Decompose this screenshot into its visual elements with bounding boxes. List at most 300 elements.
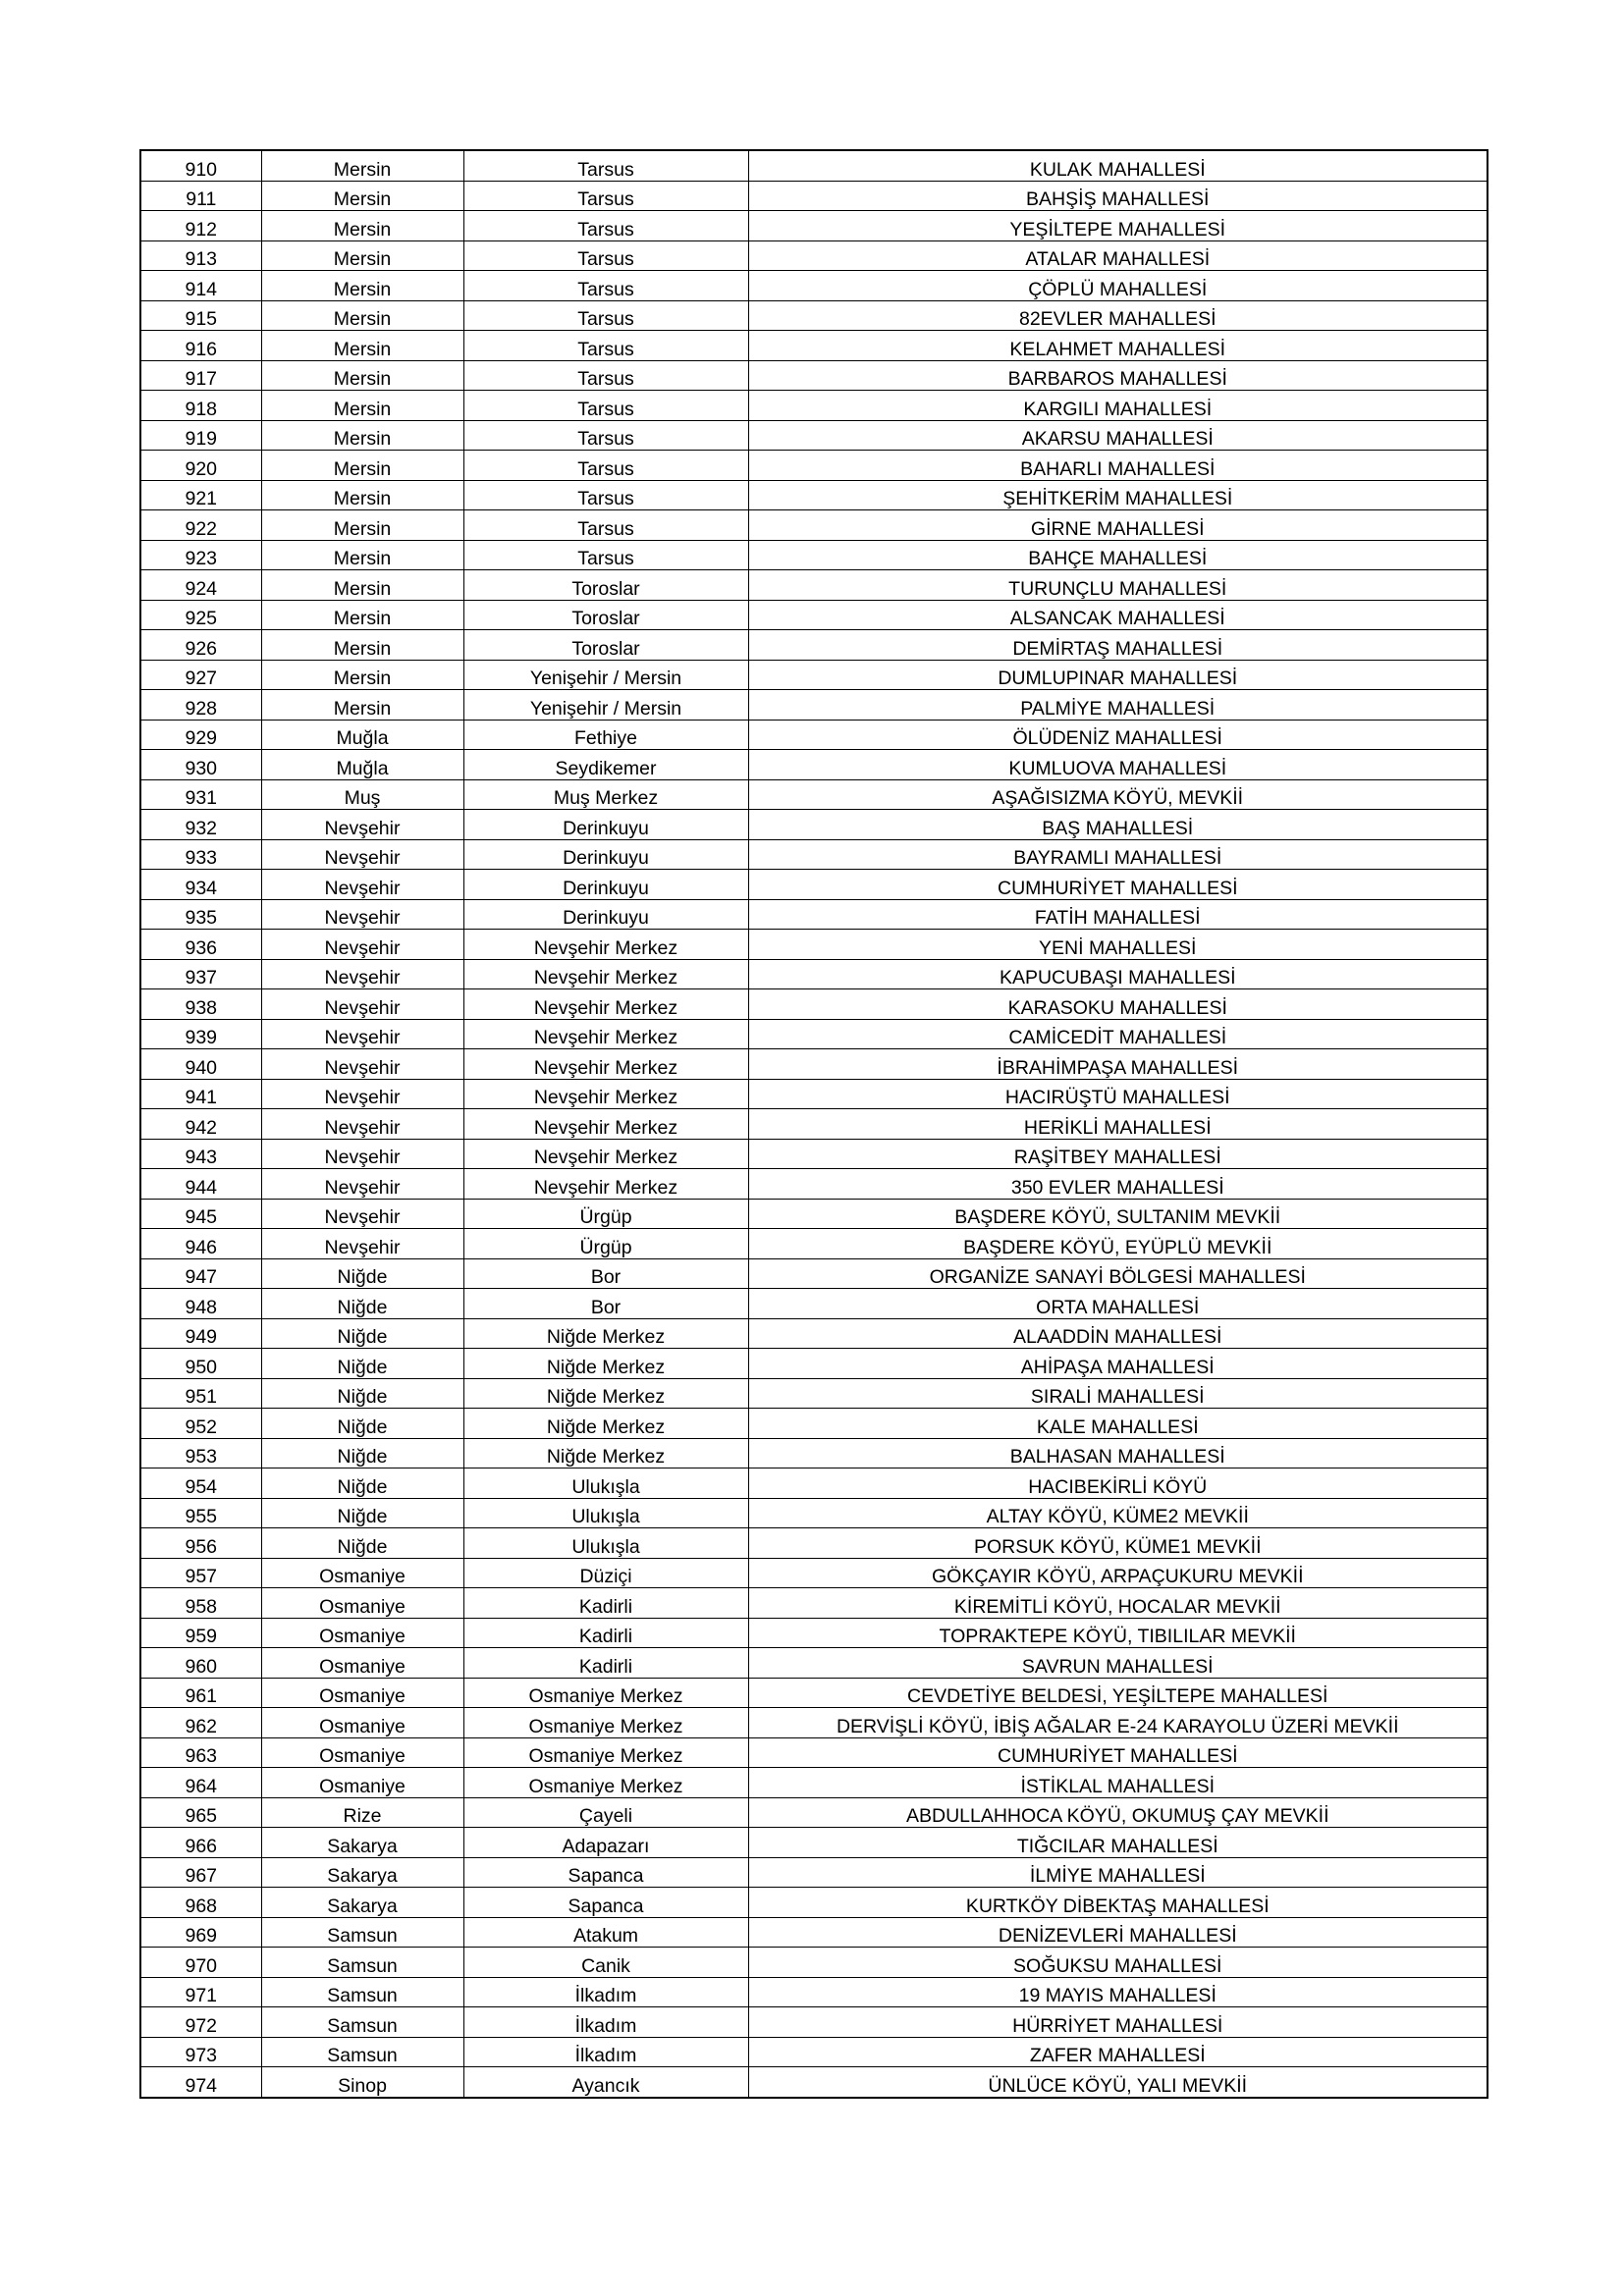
province-cell: Nevşehir [261,1229,463,1259]
location-cell: BALHASAN MAHALLESİ [748,1438,1488,1468]
row-number: 960 [140,1648,261,1679]
row-number: 926 [140,630,261,661]
table-row [140,510,1488,541]
row-number: 972 [140,2007,261,2038]
location-cell: TOPRAKTEPE KÖYÜ, TIBILILAR MEVKİİ [748,1618,1488,1648]
district-cell: Niğde Merkez [463,1349,748,1379]
location-cell: CUMHURİYET MAHALLESİ [748,1737,1488,1768]
district-cell: Düziçi [463,1558,748,1588]
row-number: 932 [140,810,261,840]
province-cell: Sinop [261,2067,463,2098]
table-row [140,2037,1488,2067]
province-cell: Niğde [261,1318,463,1349]
location-cell: GÖKÇAYIR KÖYÜ, ARPAÇUKURU MEVKİİ [748,1558,1488,1588]
province-cell: Nevşehir [261,1079,463,1109]
row-number: 948 [140,1289,261,1319]
location-cell: KALE MAHALLESİ [748,1409,1488,1439]
location-cell: ORTA MAHALLESİ [748,1289,1488,1319]
district-cell: Tarsus [463,451,748,481]
location-cell: TURUNÇLU MAHALLESİ [748,570,1488,601]
district-cell: Nevşehir Merkez [463,1139,748,1169]
table-row [140,750,1488,780]
district-cell: Nevşehir Merkez [463,1019,748,1049]
row-number: 940 [140,1049,261,1080]
table-row [140,1468,1488,1499]
location-cell: ATALAR MAHALLESİ [748,240,1488,271]
district-cell: Tarsus [463,420,748,451]
district-cell: Ulukışla [463,1498,748,1528]
province-cell: Rize [261,1797,463,1828]
table-row [140,899,1488,930]
table-row [140,1169,1488,1200]
district-cell: İlkadım [463,1977,748,2007]
table-row [140,360,1488,391]
table-row [140,1109,1488,1140]
location-cell: PORSUK KÖYÜ, KÜME1 MEVKİİ [748,1528,1488,1559]
table-row [140,720,1488,750]
location-cell: KARGILI MAHALLESİ [748,391,1488,421]
district-cell: Derinkuyu [463,870,748,900]
district-cell: Tarsus [463,480,748,510]
province-cell: Niğde [261,1349,463,1379]
province-cell: Mersin [261,510,463,541]
province-cell: Nevşehir [261,1019,463,1049]
province-cell: Niğde [261,1378,463,1409]
row-number: 919 [140,420,261,451]
row-number: 959 [140,1618,261,1648]
table-row [140,211,1488,241]
province-cell: Muğla [261,720,463,750]
province-cell: Sakarya [261,1857,463,1888]
district-cell: Atakum [463,1917,748,1948]
district-cell: Ürgüp [463,1199,748,1229]
location-cell: PALMİYE MAHALLESİ [748,690,1488,721]
table-row [140,2007,1488,2038]
province-cell: Sakarya [261,1828,463,1858]
district-cell: Ürgüp [463,1229,748,1259]
location-cell: 19 MAYIS MAHALLESİ [748,1977,1488,2007]
row-number: 964 [140,1768,261,1798]
table-row [140,1828,1488,1858]
location-cell: GİRNE MAHALLESİ [748,510,1488,541]
table-row [140,1888,1488,1918]
location-cell: HÜRRİYET MAHALLESİ [748,2007,1488,2038]
province-cell: Mersin [261,570,463,601]
row-number: 947 [140,1258,261,1289]
location-cell: FATİH MAHALLESİ [748,899,1488,930]
province-cell: Mersin [261,451,463,481]
table-row [140,1768,1488,1798]
province-cell: Nevşehir [261,810,463,840]
district-cell: İlkadım [463,2007,748,2038]
row-number: 955 [140,1498,261,1528]
province-cell: Sakarya [261,1888,463,1918]
row-number: 967 [140,1857,261,1888]
province-cell: Mersin [261,300,463,331]
table-row [140,660,1488,690]
location-cell: ALTAY KÖYÜ, KÜME2 MEVKİİ [748,1498,1488,1528]
district-cell: Nevşehir Merkez [463,959,748,989]
province-cell: Niğde [261,1258,463,1289]
row-number: 921 [140,480,261,510]
table-row [140,1378,1488,1409]
table-row [140,1139,1488,1169]
location-cell: ORGANİZE SANAYİ BÖLGESİ MAHALLESİ [748,1258,1488,1289]
district-cell: Kadirli [463,1618,748,1648]
district-cell: Nevşehir Merkez [463,1169,748,1200]
row-number: 924 [140,570,261,601]
province-cell: Muş [261,779,463,810]
location-cell: TIĞCILAR MAHALLESİ [748,1828,1488,1858]
row-number: 969 [140,1917,261,1948]
province-cell: Osmaniye [261,1618,463,1648]
province-cell: Nevşehir [261,1199,463,1229]
location-cell: AKARSU MAHALLESİ [748,420,1488,451]
district-cell: Fethiye [463,720,748,750]
district-cell: Niğde Merkez [463,1378,748,1409]
district-cell: Seydikemer [463,750,748,780]
table-row [140,959,1488,989]
province-cell: Niğde [261,1468,463,1499]
district-cell: Adapazarı [463,1828,748,1858]
district-cell: Derinkuyu [463,810,748,840]
row-number: 970 [140,1948,261,1978]
district-cell: Tarsus [463,211,748,241]
district-cell: Derinkuyu [463,899,748,930]
table-row [140,1917,1488,1948]
province-cell: Mersin [261,181,463,211]
table-row [140,240,1488,271]
district-cell: Tarsus [463,360,748,391]
province-cell: Nevşehir [261,930,463,960]
district-cell: Muş Merkez [463,779,748,810]
row-number: 922 [140,510,261,541]
district-cell: Bor [463,1289,748,1319]
table-row [140,1318,1488,1349]
district-cell: Kadirli [463,1648,748,1679]
table-row [140,1289,1488,1319]
district-cell: Tarsus [463,540,748,570]
row-number: 974 [140,2067,261,2098]
table-row [140,1049,1488,1080]
province-cell: Nevşehir [261,1169,463,1200]
location-cell: DUMLUPINAR MAHALLESİ [748,660,1488,690]
table-row [140,1648,1488,1679]
row-number: 951 [140,1378,261,1409]
table-row [140,1948,1488,1978]
row-number: 930 [140,750,261,780]
district-cell: Tarsus [463,150,748,181]
location-cell: KAPUCUBAŞI MAHALLESİ [748,959,1488,989]
table-row [140,391,1488,421]
row-number: 918 [140,391,261,421]
row-number: 949 [140,1318,261,1349]
location-cell: BAHŞİŞ MAHALLESİ [748,181,1488,211]
location-cell: SOĞUKSU MAHALLESİ [748,1948,1488,1978]
province-cell: Nevşehir [261,959,463,989]
province-cell: Mersin [261,600,463,630]
table-row [140,930,1488,960]
district-cell: Toroslar [463,630,748,661]
province-cell: Mersin [261,331,463,361]
table-row [140,1618,1488,1648]
district-cell: Kadirli [463,1588,748,1619]
row-number: 913 [140,240,261,271]
table-row [140,1528,1488,1559]
table-body [140,150,1488,2098]
row-number: 917 [140,360,261,391]
location-cell: AHİPAŞA MAHALLESİ [748,1349,1488,1379]
location-cell: KARASOKU MAHALLESİ [748,989,1488,1020]
row-number: 961 [140,1678,261,1708]
row-number: 915 [140,300,261,331]
province-cell: Niğde [261,1438,463,1468]
location-cell: BAŞDERE KÖYÜ, SULTANIM MEVKİİ [748,1199,1488,1229]
location-cell: BAŞ MAHALLESİ [748,810,1488,840]
table-row [140,1678,1488,1708]
location-cell: ŞEHİTKERİM MAHALLESİ [748,480,1488,510]
table-row [140,1498,1488,1528]
district-cell: Tarsus [463,240,748,271]
table-row [140,779,1488,810]
district-cell: Nevşehir Merkez [463,1049,748,1080]
table-row [140,1258,1488,1289]
district-cell: Nevşehir Merkez [463,1109,748,1140]
row-number: 914 [140,271,261,301]
province-cell: Mersin [261,211,463,241]
location-cell: KULAK MAHALLESİ [748,150,1488,181]
location-cell: İLMİYE MAHALLESİ [748,1857,1488,1888]
table-row [140,1977,1488,2007]
row-number: 966 [140,1828,261,1858]
province-cell: Osmaniye [261,1678,463,1708]
province-cell: Niğde [261,1498,463,1528]
district-cell: Yenişehir / Mersin [463,660,748,690]
table-row [140,1588,1488,1619]
province-cell: Samsun [261,2007,463,2038]
province-cell: Osmaniye [261,1588,463,1619]
district-cell: Osmaniye Merkez [463,1708,748,1738]
location-cell: ÜNLÜCE KÖYÜ, YALI MEVKİİ [748,2067,1488,2098]
province-cell: Nevşehir [261,839,463,870]
row-number: 962 [140,1708,261,1738]
row-number: 910 [140,150,261,181]
district-cell: Toroslar [463,570,748,601]
row-number: 957 [140,1558,261,1588]
location-cell: ALSANCAK MAHALLESİ [748,600,1488,630]
table-row [140,181,1488,211]
location-cell: 82EVLER MAHALLESİ [748,300,1488,331]
province-cell: Nevşehir [261,899,463,930]
province-cell: Mersin [261,480,463,510]
district-cell: Bor [463,1258,748,1289]
district-cell: Tarsus [463,271,748,301]
row-number: 936 [140,930,261,960]
province-cell: Osmaniye [261,1558,463,1588]
district-cell: Osmaniye Merkez [463,1678,748,1708]
table-row [140,1349,1488,1379]
province-cell: Mersin [261,540,463,570]
district-cell: Tarsus [463,181,748,211]
province-cell: Mersin [261,271,463,301]
province-cell: Nevşehir [261,1139,463,1169]
location-cell: KURTKÖY DİBEKTAŞ MAHALLESİ [748,1888,1488,1918]
district-cell: Ulukışla [463,1468,748,1499]
district-cell: Osmaniye Merkez [463,1737,748,1768]
table-row [140,690,1488,721]
location-cell: KİREMİTLİ KÖYÜ, HOCALAR MEVKİİ [748,1588,1488,1619]
district-cell: Niğde Merkez [463,1409,748,1439]
table-row [140,810,1488,840]
location-cell: DERVİŞLİ KÖYÜ, İBİŞ AĞALAR E-24 KARAYOLU ÜZERİ MEVKİİ [748,1708,1488,1738]
district-cell: Derinkuyu [463,839,748,870]
province-cell: Mersin [261,660,463,690]
province-cell: Samsun [261,1917,463,1948]
province-cell: Mersin [261,360,463,391]
location-cell: SAVRUN MAHALLESİ [748,1648,1488,1679]
province-cell: Osmaniye [261,1708,463,1738]
table-row [140,1857,1488,1888]
row-number: 928 [140,690,261,721]
location-cell: BAŞDERE KÖYÜ, EYÜPLÜ MEVKİİ [748,1229,1488,1259]
row-number: 953 [140,1438,261,1468]
district-cell: Tarsus [463,510,748,541]
table-row [140,271,1488,301]
district-cell: Niğde Merkez [463,1438,748,1468]
location-cell: DENİZEVLERİ MAHALLESİ [748,1917,1488,1948]
district-cell: Sapanca [463,1857,748,1888]
location-cell: HACIBEKİRLİ KÖYÜ [748,1468,1488,1499]
table-row [140,630,1488,661]
table-row [140,1797,1488,1828]
province-cell: Niğde [261,1289,463,1319]
row-number: 958 [140,1588,261,1619]
district-cell: Toroslar [463,600,748,630]
row-number: 911 [140,181,261,211]
row-number: 929 [140,720,261,750]
province-cell: Muğla [261,750,463,780]
location-cell: BAHÇE MAHALLESİ [748,540,1488,570]
table-row [140,570,1488,601]
location-cell: CEVDETİYE BELDESİ, YEŞİLTEPE MAHALLESİ [748,1678,1488,1708]
row-number: 942 [140,1109,261,1140]
location-cell: ABDULLAHHOCA KÖYÜ, OKUMUŞ ÇAY MEVKİİ [748,1797,1488,1828]
table-row [140,1558,1488,1588]
location-cell: ÇÖPLÜ MAHALLESİ [748,271,1488,301]
district-cell: Tarsus [463,391,748,421]
row-number: 927 [140,660,261,690]
row-number: 912 [140,211,261,241]
row-number: 968 [140,1888,261,1918]
province-cell: Niğde [261,1409,463,1439]
table-row [140,451,1488,481]
location-cell: CUMHURİYET MAHALLESİ [748,870,1488,900]
province-cell: Mersin [261,690,463,721]
district-cell: Osmaniye Merkez [463,1768,748,1798]
row-number: 941 [140,1079,261,1109]
row-number: 954 [140,1468,261,1499]
location-cell: 350 EVLER MAHALLESİ [748,1169,1488,1200]
province-cell: Osmaniye [261,1737,463,1768]
location-cell: AŞAĞISIZMA KÖYÜ, MEVKİİ [748,779,1488,810]
table-row [140,331,1488,361]
district-cell: Yenişehir / Mersin [463,690,748,721]
row-number: 934 [140,870,261,900]
location-cell: YEŞİLTEPE MAHALLESİ [748,211,1488,241]
location-cell: BAYRAMLI MAHALLESİ [748,839,1488,870]
district-cell: Niğde Merkez [463,1318,748,1349]
location-cell: İSTİKLAL MAHALLESİ [748,1768,1488,1798]
district-cell: Ayancık [463,2067,748,2098]
province-cell: Mersin [261,150,463,181]
locations-table [139,149,1488,2099]
province-cell: Mersin [261,630,463,661]
district-cell: Canik [463,1948,748,1978]
table-row [140,1229,1488,1259]
location-cell: CAMİCEDİT MAHALLESİ [748,1019,1488,1049]
row-number: 943 [140,1139,261,1169]
table-row [140,1019,1488,1049]
table-row [140,300,1488,331]
table-row [140,600,1488,630]
row-number: 963 [140,1737,261,1768]
location-cell: İBRAHİMPAŞA MAHALLESİ [748,1049,1488,1080]
table-row [140,2067,1488,2098]
row-number: 931 [140,779,261,810]
table-row [140,1737,1488,1768]
location-cell: ÖLÜDENİZ MAHALLESİ [748,720,1488,750]
row-number: 946 [140,1229,261,1259]
province-cell: Samsun [261,1948,463,1978]
province-cell: Nevşehir [261,989,463,1020]
province-cell: Nevşehir [261,870,463,900]
row-number: 973 [140,2037,261,2067]
location-cell: HACIRÜŞTÜ MAHALLESİ [748,1079,1488,1109]
table-row [140,1708,1488,1738]
province-cell: Mersin [261,420,463,451]
location-cell: ZAFER MAHALLESİ [748,2037,1488,2067]
row-number: 925 [140,600,261,630]
district-cell: Sapanca [463,1888,748,1918]
row-number: 916 [140,331,261,361]
table-row [140,989,1488,1020]
location-cell: SIRALİ MAHALLESİ [748,1378,1488,1409]
province-cell: Osmaniye [261,1648,463,1679]
province-cell: Nevşehir [261,1049,463,1080]
row-number: 923 [140,540,261,570]
province-cell: Mersin [261,240,463,271]
location-cell: YENİ MAHALLESİ [748,930,1488,960]
location-cell: HERİKLİ MAHALLESİ [748,1109,1488,1140]
location-cell: KELAHMET MAHALLESİ [748,331,1488,361]
row-number: 971 [140,1977,261,2007]
province-cell: Samsun [261,1977,463,2007]
table-row [140,420,1488,451]
table-row [140,540,1488,570]
row-number: 937 [140,959,261,989]
province-cell: Samsun [261,2037,463,2067]
province-cell: Niğde [261,1528,463,1559]
row-number: 920 [140,451,261,481]
row-number: 956 [140,1528,261,1559]
table-row [140,1409,1488,1439]
row-number: 944 [140,1169,261,1200]
table-row [140,870,1488,900]
district-cell: Tarsus [463,300,748,331]
table-row [140,150,1488,181]
location-cell: ALAADDİN MAHALLESİ [748,1318,1488,1349]
province-cell: Mersin [261,391,463,421]
